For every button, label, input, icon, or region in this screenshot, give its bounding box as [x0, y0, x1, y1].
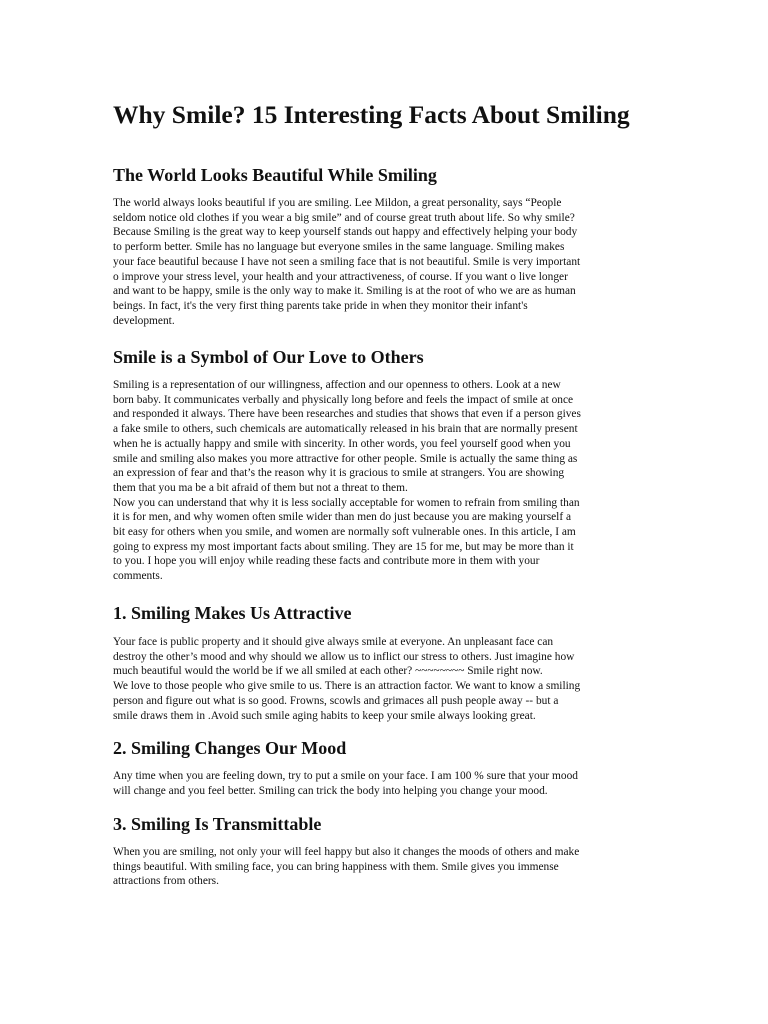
paragraph [113, 378, 658, 584]
paragraph-line: and responded it always. There have been researches and studies that shows that even if a person gives [113, 408, 581, 421]
section-heading-world-beautiful: The World Looks Beautiful While Smiling [113, 165, 437, 185]
paragraph-line: will change and you feel better. Smiling can trick the body into helping you change your mood. [113, 784, 548, 797]
paragraph-line: attractions from others. [113, 875, 219, 888]
paragraph-line: an expression of fear and that’s the reason why it is gracious to smile at strangers. You are showing [113, 467, 565, 480]
paragraph [113, 635, 658, 723]
paragraph-line: Smiling is a representation of our willingness, affection and our openness to others. Look at a new [113, 379, 561, 391]
paragraph-line: Your face is public property and it should give always smile at everyone. An unpleasant face can [113, 636, 554, 648]
paragraph-line: Any time when you are feeling down, try to put a smile on your face. I am 100 % sure that your mood [113, 770, 579, 782]
paragraph [113, 845, 658, 889]
paragraph-line: to you. I hope you will enjoy while reading these facts and contribute more in them with your [113, 555, 540, 568]
paragraph-line: them that you ma be a bit afraid of them but not a threat to them. [113, 481, 408, 494]
paragraph-line: person and figure out what is so good. Frowns, scowls and grimaces all push people away -- but a [113, 694, 559, 707]
section-heading-mood: 2. Smiling Changes Our Mood [113, 738, 347, 758]
paragraph-line: much beautiful would the world be if we all smiled at each other? ~~~~~~~~ Smile right now. [113, 665, 543, 678]
paragraph-line: Now you can understand that why it is less socially acceptable for women to refrain from smiling than [113, 496, 580, 509]
paragraph-line: bit easy for others when you smile, and women are normally soft vulnerable ones. In this article, I am [113, 526, 576, 539]
paragraph-line: We love to those people who give smile to us. There is an attraction factor. We want to know a smiling [113, 680, 581, 693]
paragraph-line: when he is actually happy and smile with sincerity. In other words, you feel yourself good when you [113, 437, 571, 450]
paragraph-line: a fake smile to others, such chemicals are automatically released in his brain that are normally present [113, 423, 578, 436]
article-title: Why Smile? 15 Interesting Facts About Smiling [113, 100, 630, 129]
paragraph-line: development. [113, 314, 175, 327]
paragraph-line: your face beautiful because I have not seen a smiling face that is not beautiful. Smile is very important [113, 255, 581, 268]
paragraph-line: Because Smiling is the great way to keep yourself stands out happy and effectively helping your body [113, 226, 578, 239]
paragraph [113, 196, 658, 328]
paragraph-line: and want to be happy, smile is the only way to make it. Smiling is at the root of who we are as human [113, 285, 576, 298]
paragraph-line: going to express my most important facts about smiling. They are 15 for me, but may be more than it [113, 540, 574, 553]
paragraph-line: The world always looks beautiful if you are smiling. Lee Mildon, a great personality, says “People [113, 197, 562, 209]
paragraph-line: it is for men, and why women often smile wider than men do just because you are making yourself a [113, 511, 572, 524]
paragraph-line: born baby. It communicates verbally and physically long before and feels the impact of smile at once [113, 393, 574, 406]
paragraph-line: seldom notice old clothes if you wear a big smile” and of course great truth about life. So why smile? [113, 211, 575, 224]
paragraph-line: smile and smiling also makes you more attractive for other people. Smile is actually the same thing as [113, 452, 578, 465]
paragraph-line: things beautiful. With smiling face, you can bring happiness with them. Smile gives you immense [113, 860, 559, 873]
paragraph-line: beings. In fact, it's the very first thing parents take pride in when they monitor their infant's [113, 299, 528, 312]
section-heading-attractive: 1. Smiling Makes Us Attractive [113, 603, 352, 623]
section-heading-transmittable: 3. Smiling Is Transmittable [113, 814, 322, 834]
paragraph-line: to perform better. Smile has no language but everyone smiles in the same language. Smiling makes [113, 241, 565, 254]
paragraph [113, 769, 658, 798]
paragraph-line: smile draws them in .Avoid such smile aging habits to keep your smile always looking great. [113, 709, 536, 722]
paragraph-line: destroy the other’s mood and why should we allow us to inflict our stress to others. Just imagine how [113, 650, 575, 663]
paragraph-line: comments. [113, 570, 163, 583]
paragraph-line: When you are smiling, not only your will feel happy but also it changes the moods of others and make [113, 846, 580, 858]
section-heading-symbol-of-love: Smile is a Symbol of Our Love to Others [113, 347, 424, 367]
paragraph-line: o improve your stress level, your health and your attractiveness, of course. If you want o live longer [113, 270, 568, 283]
